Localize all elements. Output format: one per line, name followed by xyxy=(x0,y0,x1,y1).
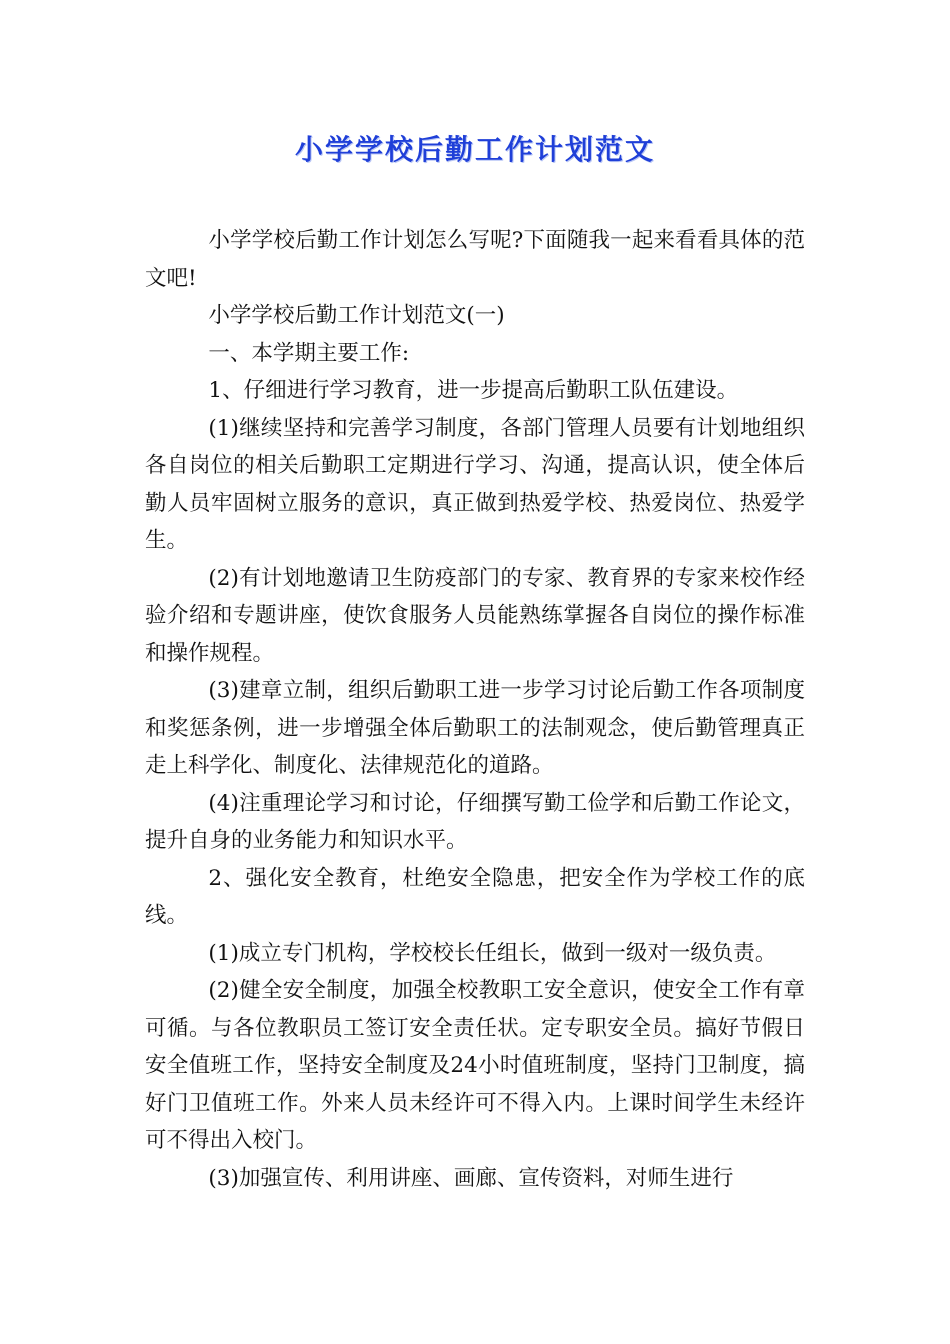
paragraph-item-2-1: (1)成立专门机构，学校校长任组长，做到一级对一级负责。 xyxy=(208,940,777,966)
paragraph-section-1: 一、本学期主要工作: xyxy=(208,340,410,366)
paragraph-heading-sample-1: 小学学校后勤工作计划范文(一) xyxy=(208,303,505,328)
paragraph-item-1-1: (1)继续坚持和完善学习制度，各部门管理人员要有计划地组织各自岗位的相关后勤职工定期进行学习、沟通，提高认识，使全体后勤人员牢固树立服务的意识，真正做到热爱学校、热爱岗位、热爱学生。 xyxy=(145,415,805,553)
document-title: 小学学校后勤工作计划范文 xyxy=(294,133,655,166)
paragraph-item-1-4: (4)注重理论学习和讨论，仔细撰写勤工俭学和后勤工作论文，提升自身的业务能力和知识水平。 xyxy=(145,790,805,853)
paragraph-item-1-3: (3)建章立制，组织后勤职工进一步学习讨论后勤工作各项制度和奖惩条例，进一步增强全体后勤职工的法制观念，使后勤管理真正走上科学化、制度化、法律规范化的道路。 xyxy=(145,678,805,778)
paragraph-item-1-2: (2)有计划地邀请卫生防疫部门的专家、教育界的专家来校作经验介绍和专题讲座，使饮食服务人员能熟练掌握各自岗位的操作标准和操作规程。 xyxy=(145,565,805,666)
paragraph-item-2-2: (2)健全安全制度，加强全校教职工安全意识，使安全工作有章可循。与各位教职员工签订安全责任状。定专职安全员。搞好节假日安全值班工作，坚持安全制度及24小时值班制度，坚持门卫制度，搞好门卫值班工作。外来人员未经许可不得入内。上课时间学生未经许可不得出入校门。 xyxy=(145,978,805,1153)
paragraph-item-2-3: (3)加强宣传、利用讲座、画廊、宣传资料，对师生进行 xyxy=(208,1165,734,1191)
document-body xyxy=(145,222,805,1197)
paragraph-item-1: 1、仔细进行学习教育，进一步提高后勤职工队伍建设。 xyxy=(208,378,739,403)
paragraph-item-2: 2、强化安全教育，杜绝安全隐患，把安全作为学校工作的底线。 xyxy=(145,865,805,928)
paragraph-intro: 小学学校后勤工作计划怎么写呢?下面随我一起来看看具体的范文吧! xyxy=(145,228,805,291)
